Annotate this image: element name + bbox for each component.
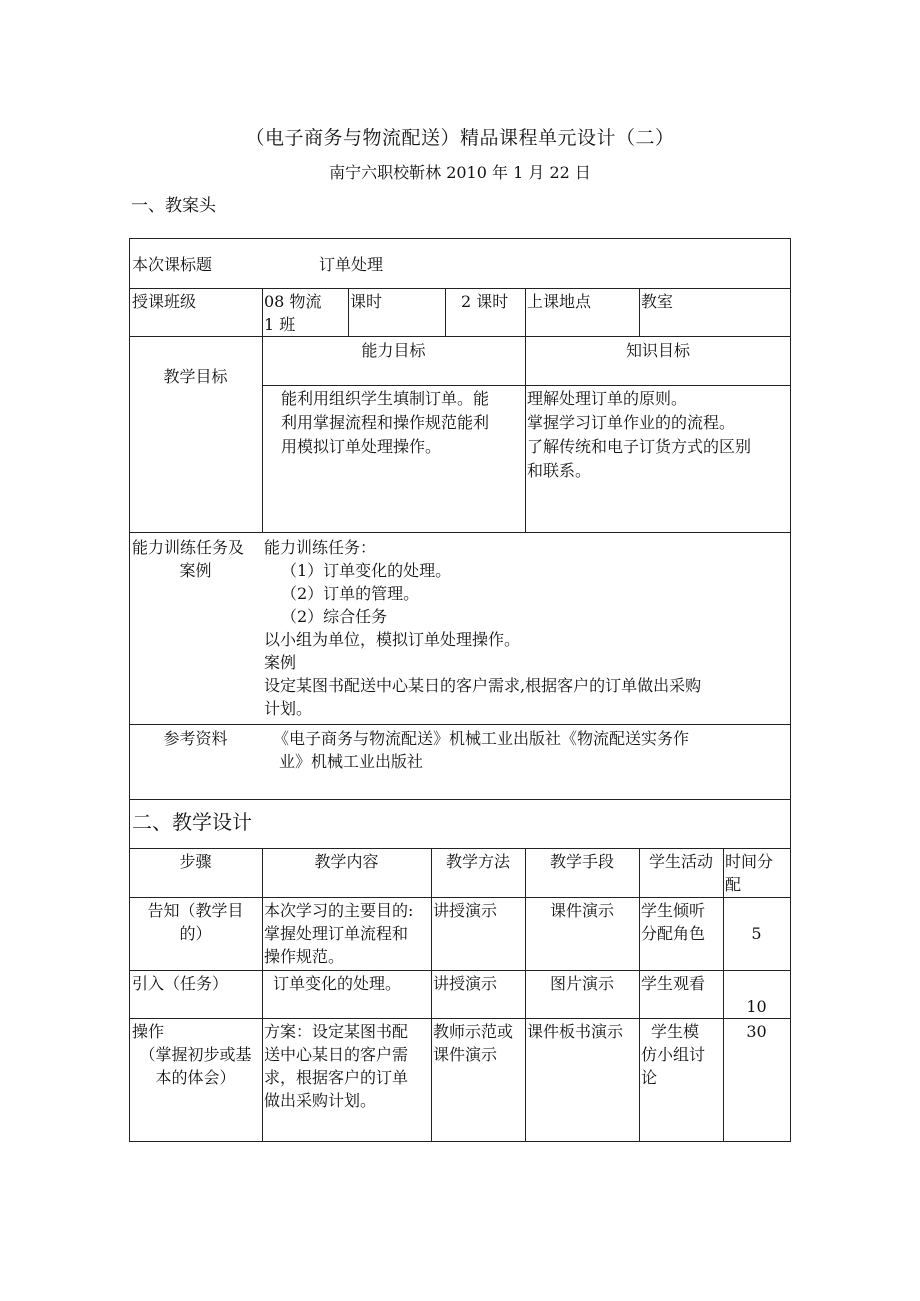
lesson-plan-table <box>129 238 791 1142</box>
table-row-activity: 学生倾听 <box>641 901 706 920</box>
design-header-time-line-2: 配 <box>725 875 742 894</box>
row-divider <box>129 970 791 971</box>
table-row-activity: 学生模 <box>651 1022 700 1041</box>
row-divider <box>129 799 791 800</box>
training-line: （2）订单的管理。 <box>281 584 420 603</box>
column-divider <box>525 288 526 532</box>
class-value-line-1: 08 物流 <box>264 292 322 311</box>
training-label-line-1: 能力训练任务及 <box>132 538 245 557</box>
design-header-time-line-1: 时间分 <box>725 852 774 871</box>
topic-value: 订单处理 <box>319 255 384 274</box>
column-divider <box>639 848 640 1142</box>
table-row-activity: 仿小组讨 <box>641 1045 706 1064</box>
topic-label: 本次课标题 <box>132 255 213 274</box>
training-line: （1）订单变化的处理。 <box>281 561 452 580</box>
training-label-line-2: 案例 <box>179 561 212 580</box>
table-row-step: 告知（教学目 <box>147 901 244 920</box>
design-header-means: 教学手段 <box>549 852 614 871</box>
ability-objective-line: 用模拟订单处理操作。 <box>281 437 442 456</box>
table-row-means: 课件板书演示 <box>527 1022 624 1041</box>
training-line: 计划。 <box>264 699 313 718</box>
row-divider <box>262 385 791 386</box>
design-header-method: 教学方法 <box>445 852 510 871</box>
table-row-content: 订单变化的处理。 <box>273 974 402 993</box>
knowledge-objective-line: 理解处理订单的原则。 <box>527 389 688 408</box>
table-row-content: 做出采购计划。 <box>264 1091 377 1110</box>
table-border <box>129 1141 791 1142</box>
table-row-step: 本的体会） <box>155 1068 236 1087</box>
knowledge-objective-line: 和联系。 <box>527 461 592 480</box>
table-row-time: 10 <box>746 997 767 1016</box>
ability-objectives-header: 能力目标 <box>361 341 426 360</box>
training-line: 以小组为单位，模拟订单处理操作。 <box>264 630 521 649</box>
table-row-method: 课件演示 <box>433 1045 498 1064</box>
table-border <box>129 238 791 239</box>
ability-objective-line: 能利用组织学生填制订单。能 <box>281 389 490 408</box>
row-divider <box>129 897 791 898</box>
table-row-method: 讲授演示 <box>433 901 498 920</box>
class-value-line-2: 1 班 <box>264 315 296 334</box>
table-row-means: 课件演示 <box>549 901 614 920</box>
column-divider <box>445 288 446 336</box>
table-row-activity: 学生观看 <box>641 974 706 993</box>
document-subtitle: 南宁六职校靳林 2010 年 1 月 22 日 <box>329 163 591 182</box>
knowledge-objectives-header: 知识目标 <box>625 341 690 360</box>
column-divider <box>348 288 349 336</box>
hours-label: 课时 <box>350 292 383 311</box>
references-label: 参考资料 <box>163 729 228 748</box>
table-row-activity: 分配角色 <box>641 924 706 943</box>
place-label: 上课地点 <box>527 292 592 311</box>
row-divider <box>129 1018 791 1019</box>
table-row-time: 30 <box>746 1022 767 1041</box>
row-divider <box>129 848 791 849</box>
table-row-content: 送中心某日的客户需 <box>264 1045 409 1064</box>
objectives-label: 教学目标 <box>163 367 228 386</box>
column-divider <box>431 848 432 1142</box>
reference-line: 《电子商务与物流配送》机械工业出版社《物流配送实务作 <box>273 729 690 748</box>
row-divider <box>129 336 791 337</box>
class-label: 授课班级 <box>132 292 197 311</box>
training-line: 能力训练任务： <box>264 538 377 557</box>
table-row-step: 引入（任务） <box>132 974 229 993</box>
column-divider <box>262 288 263 532</box>
row-divider <box>129 288 791 289</box>
column-divider <box>639 288 640 336</box>
table-row-method: 教师示范或 <box>433 1022 514 1041</box>
row-divider <box>129 724 791 725</box>
section-heading-teaching-design: 二、教学设计 <box>132 810 252 834</box>
row-divider <box>129 532 791 533</box>
table-row-step: 的） <box>179 924 212 943</box>
design-header-activity: 学生活动 <box>648 852 713 871</box>
place-value: 教室 <box>641 292 674 311</box>
table-row-content: 掌握处理订单流程和 <box>264 924 409 943</box>
table-row-step: 操作 <box>132 1022 165 1041</box>
hours-value: 2 课时 <box>461 292 509 311</box>
table-row-content: 求，根据客户的订单 <box>264 1068 409 1087</box>
section-heading-lesson-header: 一、教案头 <box>131 196 216 216</box>
design-header-step: 步骤 <box>179 852 212 871</box>
training-line: 设定某图书配送中心某日的客户需求,根据客户的订单做出采购 <box>264 676 702 695</box>
table-row-step: （掌握初步或基 <box>139 1045 252 1064</box>
column-divider <box>262 848 263 1142</box>
knowledge-objective-line: 掌握学习订单作业的的流程。 <box>527 413 736 432</box>
ability-objective-line: 利用掌握流程和操作规范能利 <box>281 413 490 432</box>
knowledge-objective-line: 了解传统和电子订货方式的区别 <box>527 437 752 456</box>
table-row-activity: 论 <box>641 1068 658 1087</box>
table-row-time: 5 <box>751 924 762 943</box>
document-title: （电子商务与物流配送）精品课程单元设计（二） <box>245 127 675 149</box>
table-border <box>790 238 791 1142</box>
training-line: 案例 <box>264 653 297 672</box>
table-row-content: 本次学习的主要目的: <box>264 901 414 920</box>
training-line: （2）综合任务 <box>281 607 388 626</box>
column-divider <box>525 848 526 1142</box>
table-row-content: 方案：设定某图书配 <box>264 1022 409 1041</box>
table-row-content: 操作规范。 <box>264 947 345 966</box>
table-row-means: 图片演示 <box>549 974 614 993</box>
design-header-content: 教学内容 <box>314 852 379 871</box>
table-row-method: 讲授演示 <box>433 974 498 993</box>
reference-line: 业》机械工业出版社 <box>279 752 424 771</box>
